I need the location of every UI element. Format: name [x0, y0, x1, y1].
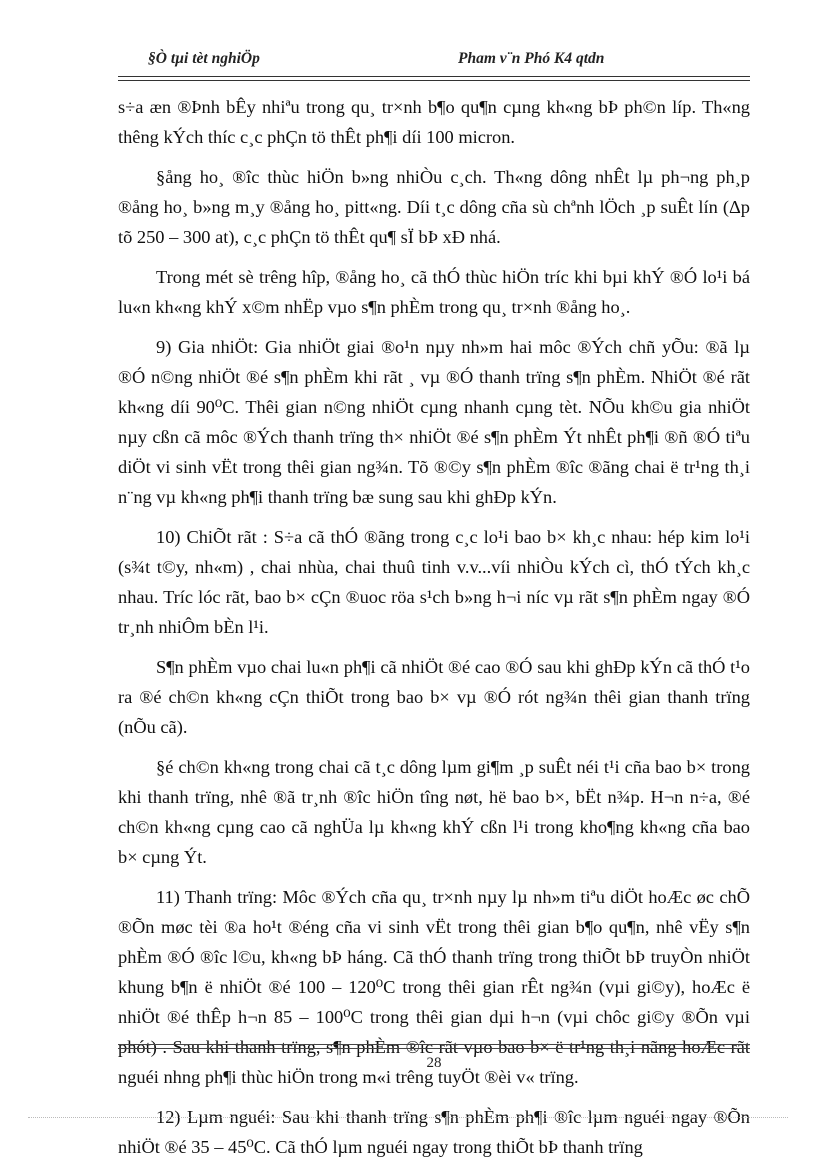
page-number: 28 — [426, 1055, 442, 1071]
header-rule-top — [118, 76, 750, 77]
paragraph: S¶n phÈm vµo chai lu«n ph¶i cã nhiÖt ®é cao ®Ó sau khi ghÐp kÝn cã thÓ t¹o ra ®é ch©n kh«ng cÇn thiÕt trong bao b× vµ ®Ó rót ng¾n thêi gian thanh trïng (nÕu cã). — [118, 657, 750, 737]
paragraph: 11) Thanh trïng: Môc ®Ých cña qu¸ tr×nh nµy lµ nh»m tiªu diÖt hoÆc øc chÕ ®Õn møc tèi ®a ho¹t ®éng cña vi sinh vËt trong thêi gian b¶o qu¶n, nhê vËy s¶n phÈm ®Ó ®îc l©u, kh«ng bÞ háng. Cã thÓ thanh trïng trong thiÕt bÞ truyÒn nhiÖt khung b¶n ë nhiÖt ®é 100 – 120⁰C trong thêi gian rÊt ng¾n (vµi gi©y), hoÆc ë nhiÖt ®é thÊp h¬n 85 – 100⁰C trong thêi gian dµi h¬n (vµi chôc gi©y ®Õn vµi phót) . Sau khi thanh trïng, s¶n phÈm ®îc rãt vµo bao b× ë tr¹ng th¸i nãng hoÆc rãt nguéi nhng ph¶i thùc hiÖn trong m«i trêng tuyÖt ®èi v« trïng. — [118, 887, 750, 1087]
paragraph: §é ch©n kh«ng trong chai cã t¸c dông lµm gi¶m ¸p suÊt néi t¹i cña bao b× trong khi thanh trïng, nhê ®ã tr¸nh ®îc hiÖn tîng nøt, hë bao b×, bËt n¾p. H¬n n÷a, ®é ch©n kh«ng cµng cao cã nghÜa lµ kh«ng khÝ cßn l¹i trong kho¶ng kh«ng cña bao b× cµng Ýt. — [118, 757, 750, 867]
header-rule-bottom — [118, 80, 750, 81]
paragraph: Trong mét sè trêng hîp, ®ång ho¸ cã thÓ thùc hiÖn tríc khi bµi khÝ ®Ó lo¹i bá lu«n kh«ng khÝ x©m nhËp vµo s¶n phÈm trong qu¸ tr×nh ®ång ho¸. — [118, 267, 750, 317]
header-right-author: Pham v¨n Phó K4 qtdn — [458, 50, 605, 67]
page-edge-divider — [28, 1117, 788, 1118]
footer-rule-top — [118, 1044, 750, 1045]
body-text — [118, 92, 750, 1172]
header-left-title: §Ò tµi tèt nghiÖp — [148, 50, 260, 67]
paragraph: s÷a æn ®Þnh bÊy nhiªu trong qu¸ tr×nh b¶o qu¶n cµng kh«ng bÞ ph©n líp. Th«ng thêng kÝch thíc c¸c phÇn tö thÊt ph¶i díi 100 micron. — [118, 97, 750, 147]
paragraph: 10) ChiÕt rãt : S÷a cã thÓ ®ãng trong c¸c lo¹i bao b× kh¸c nhau: hép kim lo¹i (s¾t t©y, nh«m) , chai nhùa, chai thuû tinh v.v...víi nhiÒu kÝch cì, thÓ tÝch kh¸c nhau. Tríc lóc rãt, bao b× cÇn ®uoc röa s¹ch b»ng h¬i níc vµ rãt s¶n phÈm ngay ®Ó tr¸nh nhiÔm bÈn l¹i. — [118, 527, 750, 637]
paragraph: 12) Lµm nguéi: Sau khi thanh trïng s¶n phÈm ph¶i ®îc lµm nguéi ngay ®Õn nhiÖt ®é 35 – 45⁰C. Cã thÓ lµm nguéi ngay trong thiÕt bÞ thanh trïng — [118, 1107, 750, 1157]
paragraph: 9) Gia nhiÖt: Gia nhiÖt giai ®o¹n nµy nh»m hai môc ®Ých chñ yÕu: ®ã lµ ®Ó n©ng nhiÖt ®é s¶n phÈm khi rãt ¸ vµ ®Ó thanh trïng s¶n phÈm. NhiÖt ®é rãt kh«ng díi 90⁰C. Thêi gian n©ng nhiÖt cµng nhanh cµng tèt. NÕu kh©u gia nhiÖt nµy cßn cã môc ®Ých thanh trïng th× nhiÖt ®é s¶n phÈm Ýt nhÊt ph¶i ®ñ ®Ó tiªu diÖt vi sinh vËt trong thêi gian ng¾n. Tõ ®©y s¶n phÈm ®îc ®ãng chai ë tr¹ng th¸i n¨ng vµ kh«ng ph¶i thanh trïng bæ sung sau khi ghÐp kÝn. — [118, 337, 750, 507]
page-header — [118, 50, 728, 70]
footer-rule-bottom — [118, 1048, 750, 1049]
paragraph: §ång ho¸ ®îc thùc hiÖn b»ng nhiÒu c¸ch. Th«ng dông nhÊt lµ ph¬ng ph¸p ®ång ho¸ b»ng m¸y ®ång ho¸ pitt«ng. Díi t¸c dông cña sù chªnh lÖch ¸p suÊt lín (Δp tõ 250 – 300 at), c¸c phÇn tö thÊt qu¶ sÏ bÞ xÐ nhá. — [118, 167, 750, 247]
